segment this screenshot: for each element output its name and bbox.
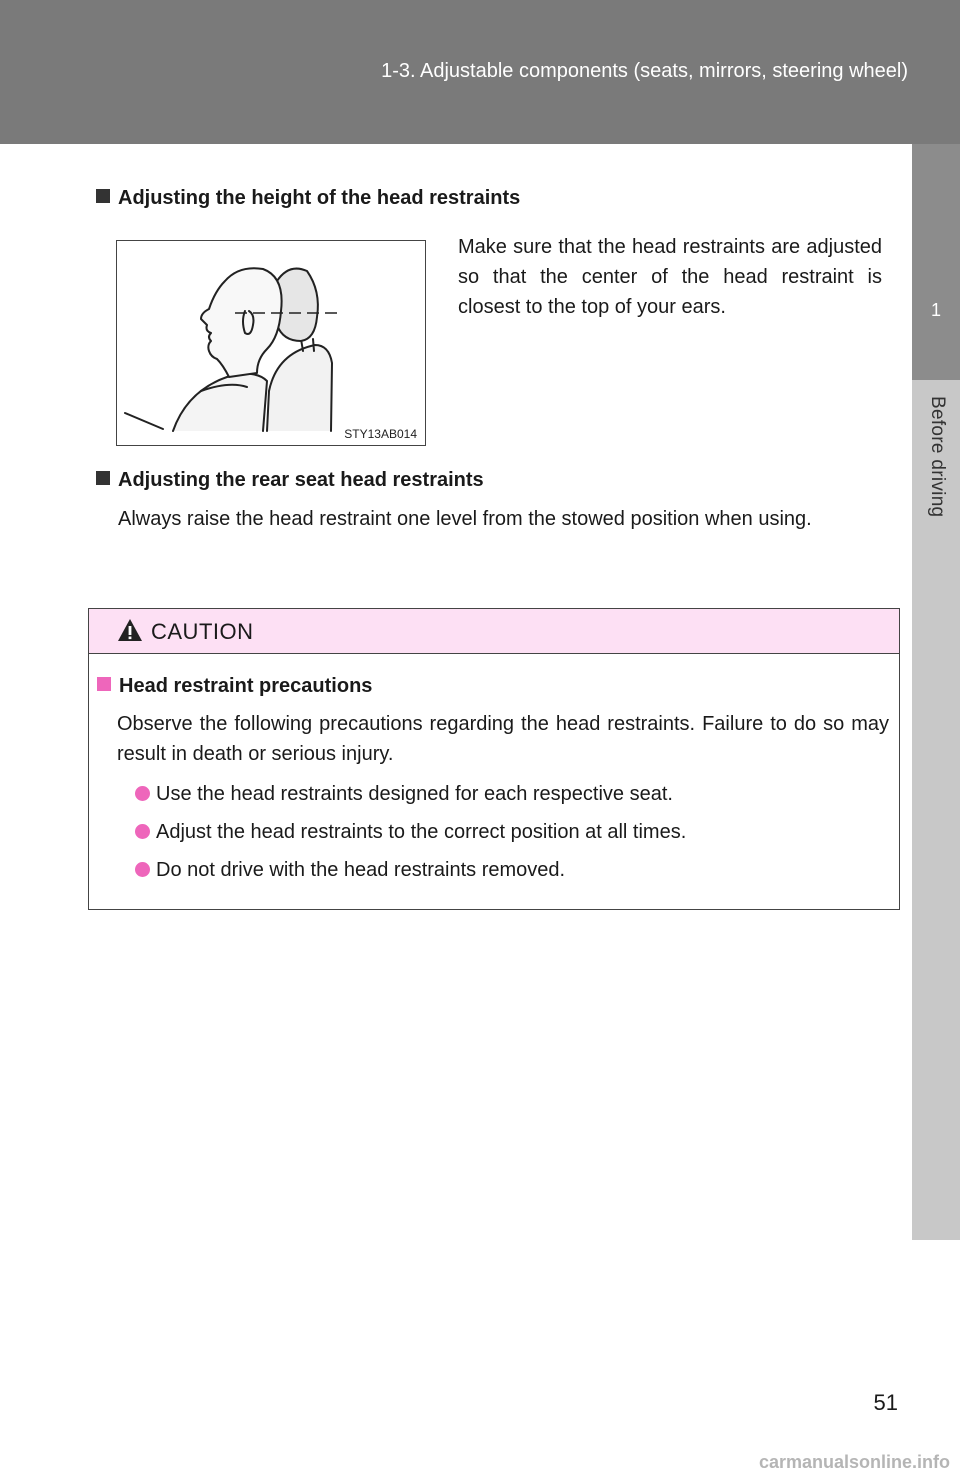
- chapter-number: 1: [930, 300, 941, 320]
- caution-box: [88, 608, 900, 910]
- heading-text: Adjusting the height of the head restraints: [118, 187, 521, 209]
- section-title: 1-3. Adjustable components (seats, mirrors, steering wheel): [381, 60, 908, 82]
- square-bullet-icon: [97, 677, 111, 691]
- list-item: [135, 821, 686, 844]
- section2-paragraph: Always raise the head restraint one level from the stowed position when using.: [118, 508, 812, 530]
- section-heading-rear-seat: [96, 469, 484, 492]
- square-bullet-icon: [96, 189, 110, 203]
- section-heading-height: [96, 187, 520, 210]
- watermark: carmanualsonline.info: [758, 1452, 950, 1472]
- square-bullet-icon: [96, 471, 110, 485]
- bullet-dot-icon: [135, 824, 150, 839]
- chapter-label: Before driving: [927, 396, 948, 518]
- heading-text: Adjusting the rear seat head restraints: [118, 469, 484, 491]
- list-item-text: Use the head restraints designed for each respective seat.: [156, 783, 673, 805]
- bullet-dot-icon: [135, 862, 150, 877]
- list-item: [135, 783, 673, 806]
- warning-triangle-icon: [117, 618, 143, 642]
- list-item: [135, 859, 565, 882]
- head-restraint-figure: [116, 240, 426, 446]
- head-restraint-illustration: [117, 241, 425, 445]
- chapter-tab: [912, 144, 960, 380]
- heading-text: Head restraint precautions: [119, 675, 373, 697]
- page-header: [0, 0, 960, 144]
- section1-paragraph: Make sure that the head restraints are adjusted so that the center of the head restraint is closest to the top of your ears.: [458, 236, 882, 318]
- caution-title: CAUTION: [151, 619, 254, 644]
- figure-id-label: STY13AB014: [344, 427, 417, 441]
- page-number: 51: [873, 1390, 898, 1415]
- list-item-text: Do not drive with the head restraints removed.: [156, 859, 566, 881]
- caution-paragraph: Observe the following precautions regarding the head restraints. Failure to do so may result in death or serious injury.: [117, 713, 889, 765]
- caution-heading: [97, 675, 372, 698]
- list-item-text: Adjust the head restraints to the correct position at all times.: [156, 821, 687, 843]
- caution-header: [89, 609, 899, 654]
- bullet-dot-icon: [135, 786, 150, 801]
